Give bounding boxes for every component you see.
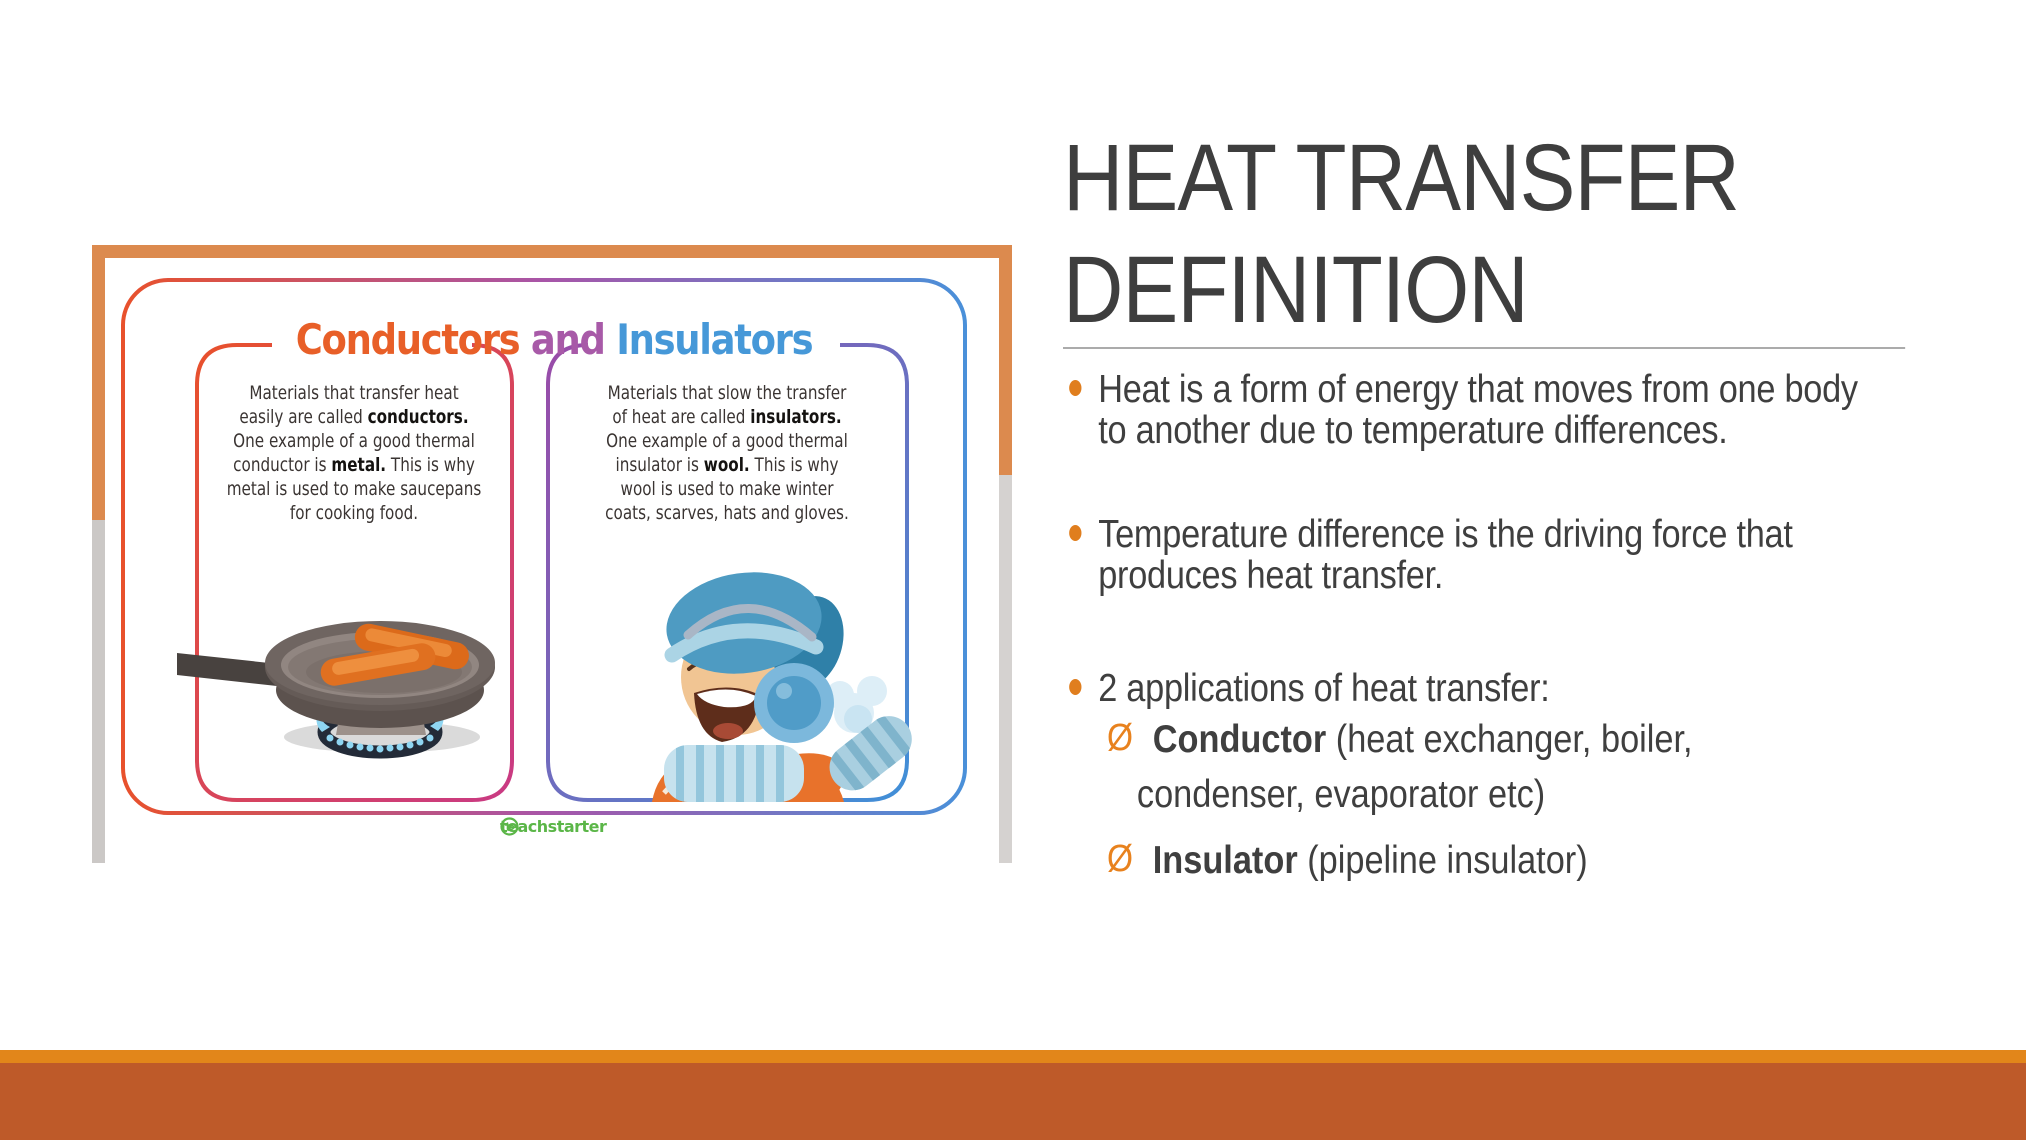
teachstarter-logo bbox=[500, 817, 606, 836]
poster-title-conductors: Conductors bbox=[295, 315, 520, 364]
title-divider bbox=[1063, 347, 1905, 349]
teachstarter-logo-text: teachstarter bbox=[500, 817, 607, 836]
boy-in-winter-clothes-illustration bbox=[652, 563, 925, 805]
bullet-text-line: Heat is a form of energy that moves from one body bbox=[1098, 368, 1858, 411]
bottom-accent-bar-thin bbox=[0, 1050, 2026, 1063]
poster-title-and: and bbox=[519, 315, 617, 364]
slide-title bbox=[1063, 122, 1943, 346]
text-line: wool is used to make winter bbox=[620, 478, 834, 500]
bullet-text-line: produces heat transfer. bbox=[1098, 554, 1444, 597]
slide-text-column bbox=[1063, 100, 1943, 1050]
slide-title-line2: DEFINITION bbox=[1063, 237, 1528, 343]
text-line: coats, scarves, hats and gloves. bbox=[605, 502, 849, 524]
sub-bullet-text: Insulator (pipeline insulator) bbox=[1152, 839, 1588, 882]
bullet-text-line: Temperature difference is the driving force that bbox=[1098, 513, 1793, 556]
conductor-panel-text bbox=[202, 381, 506, 525]
text-line: metal is used to make saucepans bbox=[226, 478, 482, 500]
text-line: for cooking food. bbox=[289, 502, 419, 524]
slashed-o-marker: Ø bbox=[1107, 717, 1134, 759]
bullet-applications bbox=[1063, 668, 1934, 709]
insulator-panel-text bbox=[575, 381, 879, 525]
conductors-insulators-poster-image bbox=[92, 245, 1012, 863]
text-line: insulator is wool. This is why bbox=[615, 454, 839, 476]
bullet-text-line: to another due to temperature differences. bbox=[1098, 409, 1728, 452]
bullet-driving-force bbox=[1063, 514, 1934, 596]
poster-title-insulators: Insulators bbox=[616, 315, 813, 364]
teachstarter-logo-icon bbox=[500, 817, 519, 836]
bullet-dot bbox=[1069, 679, 1081, 695]
bullet-text-line: 2 applications of heat transfer: bbox=[1098, 667, 1550, 710]
poster-title bbox=[290, 315, 818, 364]
text-line: Materials that transfer heat bbox=[249, 382, 459, 404]
sub-bullet-text: Conductor (heat exchanger, boiler, bbox=[1152, 718, 1693, 761]
bullet-dot bbox=[1069, 525, 1081, 541]
slide-title-line1: HEAT TRANSFER bbox=[1063, 125, 1740, 231]
text-line: conductor is metal. This is why bbox=[233, 454, 475, 476]
sub-bullet-conductor-line2: condenser, evaporator etc) bbox=[1136, 773, 1546, 816]
frying-pan-illustration bbox=[177, 621, 495, 753]
text-line: easily are called conductors. bbox=[239, 406, 469, 428]
bottom-accent-bar-thick bbox=[0, 1063, 2026, 1140]
text-line: Materials that slow the transfer bbox=[607, 382, 847, 404]
bullet-heat-definition bbox=[1063, 369, 1934, 451]
text-line: of heat are called insulators. bbox=[612, 406, 842, 428]
text-line: One example of a good thermal bbox=[233, 430, 475, 452]
text-line: One example of a good thermal bbox=[606, 430, 848, 452]
bullet-dot bbox=[1069, 380, 1081, 396]
slashed-o-marker: Ø bbox=[1107, 838, 1134, 880]
